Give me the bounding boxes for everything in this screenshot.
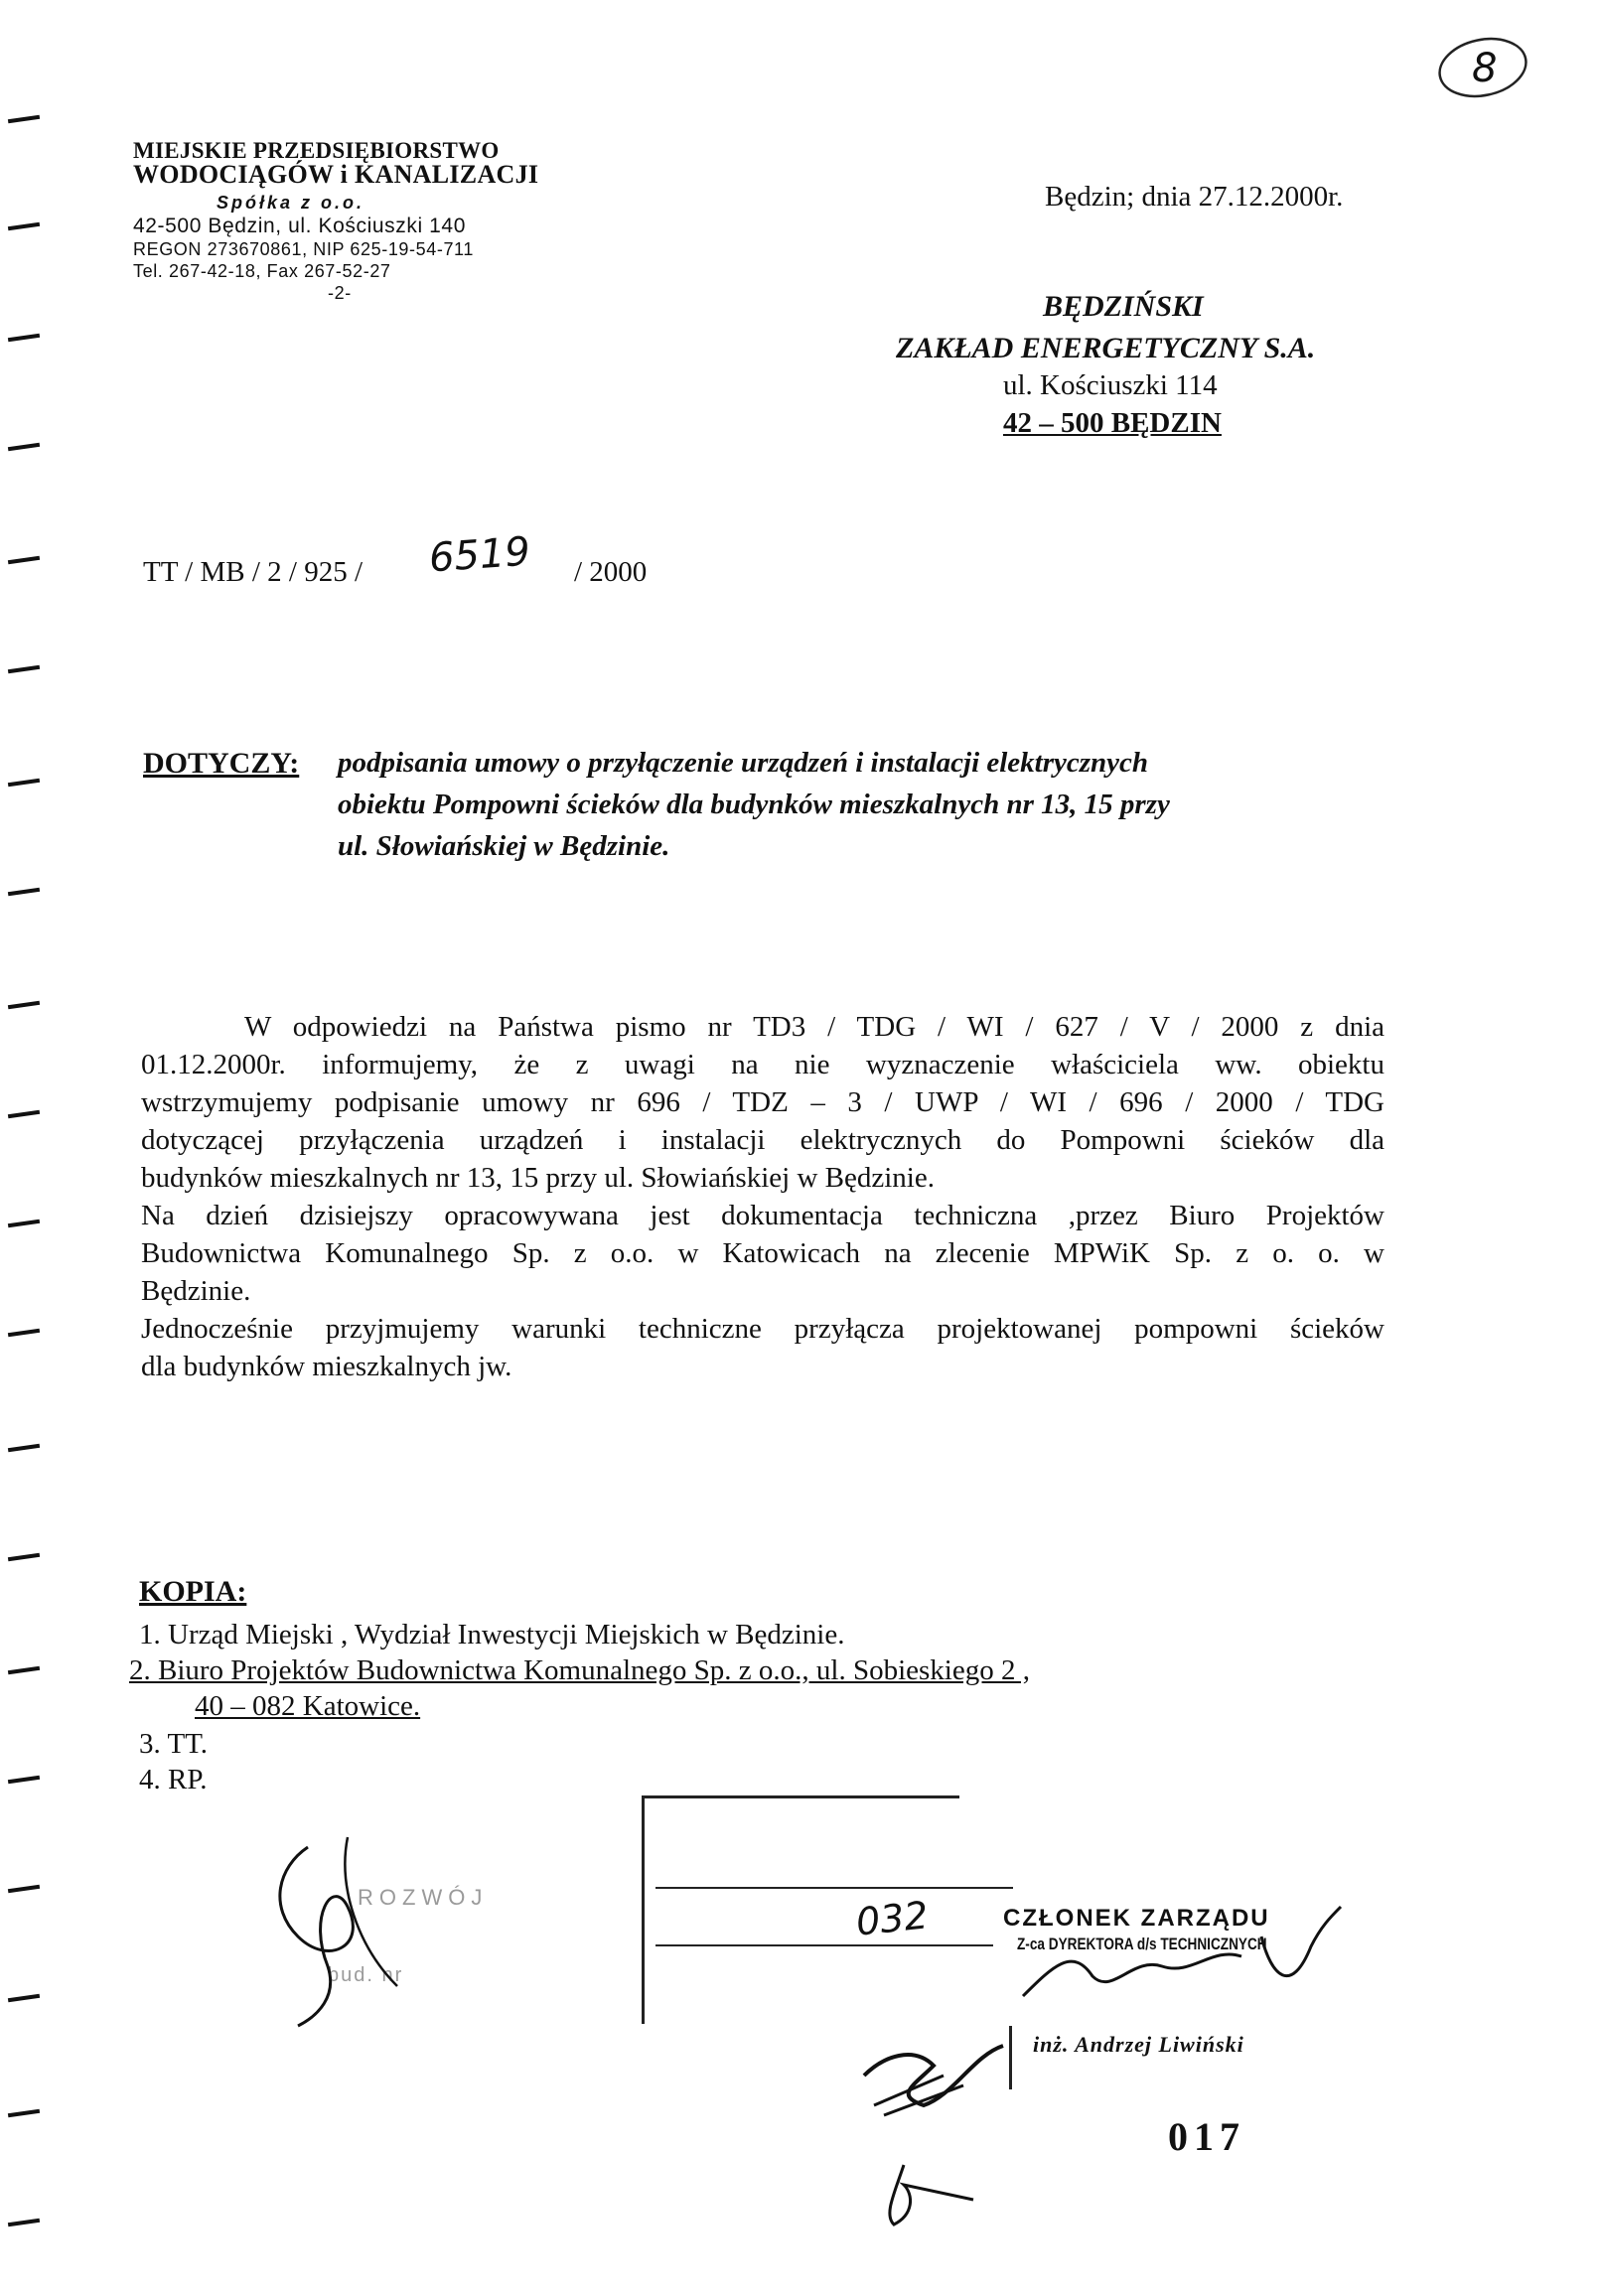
margin-mark <box>8 1553 40 1561</box>
page-marker-text: 8 <box>1472 46 1498 91</box>
body-line6: Na dzień dzisiejszy opracowywana jest dokumentacja techniczna ,przez Biuro Projektów <box>141 1200 1384 1231</box>
body-line3: wstrzymujemy podpisanie umowy nr 696 / TDZ – 3 / UWP / WI / 696 / 2000 / TDG <box>141 1086 1384 1118</box>
addressee-line1: BĘDZIŃSKI <box>1043 290 1204 323</box>
body-line7: Budownictwa Komunalnego Sp. z o.o. w Katowicach na zlecenie MPWiK Sp. z o. o. w <box>141 1237 1384 1269</box>
circled-page-marker <box>1428 28 1537 107</box>
copies-label: KOPIA: <box>139 1575 247 1608</box>
addressee-line2: ZAKŁAD ENERGETYCZNY S.A. <box>896 332 1316 364</box>
stamp-box-left-border <box>642 1795 645 2024</box>
left-signature-scribble <box>238 1827 437 2036</box>
subject-line3: ul. Słowiańskiej w Będzinie. <box>338 830 670 862</box>
body-line4: dotyczącej przyłączenia urządzeń i instalacji elektrycznych do Pompowni ścieków dla <box>141 1124 1384 1156</box>
margin-mark <box>8 779 40 787</box>
body-line1: W odpowiedzi na Państwa pismo nr TD3 / TDG / WI / 627 / V / 2000 z dnia <box>244 1011 1384 1043</box>
margin-mark <box>8 1885 40 1893</box>
sender-name-line1: MIEJSKIE PRZEDSIĘBIORSTWO <box>133 138 500 163</box>
body-line8: Będzinie. <box>141 1275 251 1307</box>
margin-mark <box>8 888 40 896</box>
body-line5: budynków mieszkalnych nr 13, 15 przy ul. Słowiańskiej w Będzinie. <box>141 1162 935 1194</box>
margin-mark <box>8 1666 40 1674</box>
signature-subtitle: Z-ca DYREKTORA d/s TECHNICZNYCH <box>1017 1935 1267 1953</box>
margin-mark <box>8 443 40 451</box>
stamp-faint-text-2: bud. nr <box>328 1964 404 1986</box>
body-line2: 01.12.2000r. informujemy, że z uwagi na nie wyznaczenie właściciela ww. obiektu <box>141 1049 1384 1080</box>
copy-item-2: 2. Biuro Projektów Budownictwa Komunalnego Sp. z o.o., ul. Sobieskiego 2 , <box>129 1654 1030 1686</box>
body-line9: Jednocześnie przyjmujemy warunki techniczne przyłącza projektowanej pompowni ścieków <box>141 1313 1384 1345</box>
subject-line1: podpisania umowy o przyłączenie urządzeń i instalacji elektrycznych <box>338 747 1149 779</box>
sender-extension: -2- <box>328 283 352 303</box>
reference-handwritten: 6519 <box>427 528 532 582</box>
copy-item-1: 1. Urząd Miejski , Wydział Inwestycji Miejskich w Będzinie. <box>139 1619 845 1650</box>
reference-suffix: / 2000 <box>574 556 648 588</box>
stamp-box-top-border <box>642 1795 959 1798</box>
margin-mark <box>8 1001 40 1009</box>
stamp-faint-text: ROZWÓJ <box>358 1885 489 1910</box>
addressee-line4: 42 – 500 BĘDZIN <box>1003 407 1222 439</box>
margin-mark <box>8 556 40 564</box>
stamp-handwritten-number: 032 <box>853 1893 931 1944</box>
copy-item-2-city: 40 – 082 Katowice. <box>195 1690 421 1722</box>
sender-phone-fax: Tel. 267-42-18, Fax 267-52-27 <box>133 261 391 281</box>
margin-mark <box>8 1329 40 1337</box>
margin-mark <box>8 1444 40 1452</box>
signatory-name: inż. Andrzej Liwiński <box>1033 2032 1244 2057</box>
body-line10: dla budynków mieszkalnych jw. <box>141 1351 512 1382</box>
margin-mark <box>8 222 40 230</box>
margin-mark <box>8 2109 40 2117</box>
subject-label: DOTYCZY: <box>143 747 300 780</box>
margin-mark <box>8 665 40 673</box>
margin-mark <box>8 1110 40 1118</box>
margin-mark <box>8 1776 40 1784</box>
right-signature-scribble <box>1013 1887 1351 2016</box>
stamp-box-row-line <box>655 1887 1013 1889</box>
margin-mark <box>8 115 40 123</box>
copy-item-3: 3. TT. <box>139 1728 209 1760</box>
stamp-box-row-line <box>655 1944 993 1946</box>
addressee-line3: ul. Kościuszki 114 <box>1003 369 1218 401</box>
sender-address: 42-500 Będzin, ul. Kościuszki 140 <box>133 215 466 237</box>
margin-mark <box>8 334 40 342</box>
copy-item-4: 4. RP. <box>139 1764 208 1795</box>
margin-mark <box>8 2219 40 2226</box>
margin-mark <box>8 1994 40 2002</box>
letter-date: Będzin; dnia 27.12.2000r. <box>1045 181 1344 213</box>
signature-title: CZŁONEK ZARZĄDU <box>1003 1905 1270 1932</box>
page-number: 017 <box>1168 2114 1245 2159</box>
margin-mark <box>8 1220 40 1227</box>
initials-scribble <box>854 2016 1013 2234</box>
reference-prefix: TT / MB / 2 / 925 / <box>143 556 364 588</box>
subject-line2: obiektu Pompowni ścieków dla budynków mieszkalnych nr 13, 15 przy <box>338 789 1170 820</box>
sender-regon-nip: REGON 273670861, NIP 625-19-54-711 <box>133 239 474 259</box>
sender-name-line2: WODOCIĄGÓW i KANALIZACJI <box>133 160 539 189</box>
sender-legal-form: Spółka z o.o. <box>217 193 365 213</box>
